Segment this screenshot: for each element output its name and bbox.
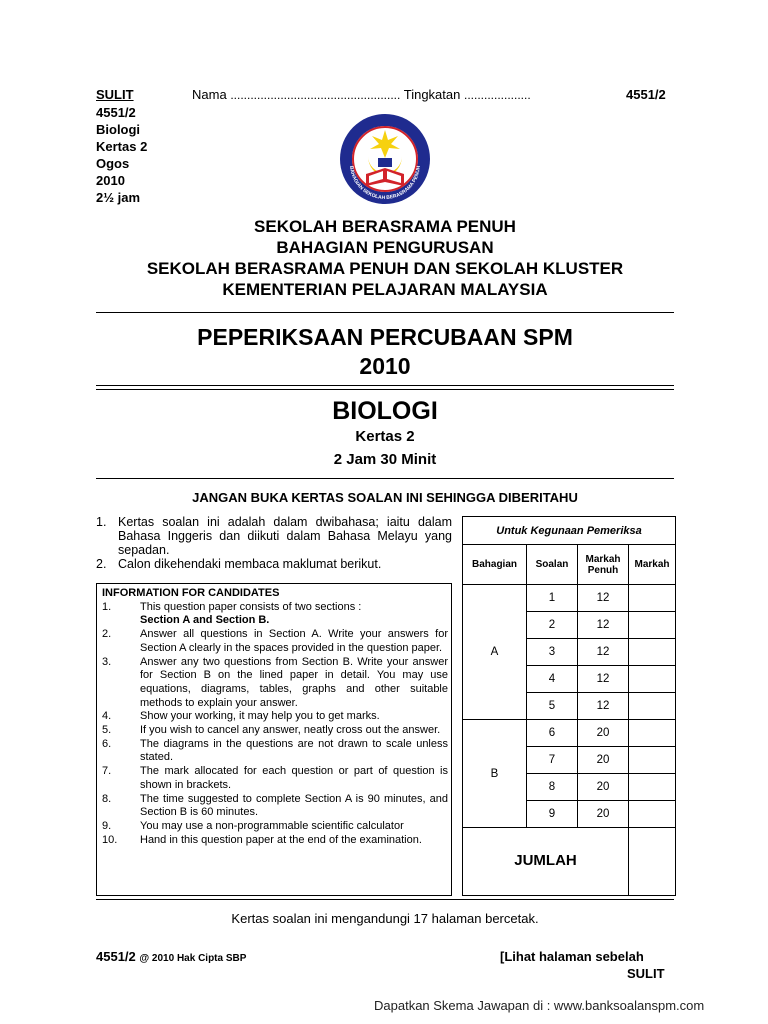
meta-paper: Kertas 2 xyxy=(96,139,148,154)
meta-subject: Biologi xyxy=(96,122,141,137)
penuh-cell: 20 xyxy=(578,720,629,747)
jumlah-cell[interactable] xyxy=(629,828,676,896)
header-soalan: Soalan xyxy=(527,545,578,585)
footer-paper-code: 4551/2 xyxy=(96,949,136,964)
penuh-cell: 12 xyxy=(578,612,629,639)
table-row xyxy=(463,720,676,747)
markah-cell[interactable] xyxy=(629,774,676,801)
info-item xyxy=(102,710,448,724)
info-item xyxy=(102,765,448,792)
info-number: 8. xyxy=(102,792,112,805)
section-b-cell: B xyxy=(463,720,527,828)
soalan-cell: 2 xyxy=(527,612,578,639)
see-next-page: [Lihat halaman sebelah xyxy=(500,949,644,964)
page-count-note: Kertas soalan ini mengandungi 17 halaman bercetak. xyxy=(231,911,539,926)
penuh-cell: 12 xyxy=(578,639,629,666)
soalan-cell: 6 xyxy=(527,720,578,747)
header-markah-penuh: Markah Penuh xyxy=(578,545,629,585)
info-item xyxy=(102,724,448,738)
soalan-cell: 7 xyxy=(527,747,578,774)
instruction-item xyxy=(96,515,452,557)
subject-name: BIOLOGI xyxy=(332,397,438,425)
info-line: This question paper consists of two sections : xyxy=(140,600,362,613)
info-text: Answer any two questions from Section B. Write your answer for Section B on the lined paper in detail. You may use equations, diagrams, tables, graphs and other suitable methods to explain your answer. xyxy=(140,655,448,709)
nama-dots: ................................................... xyxy=(230,88,401,102)
soalan-cell: 5 xyxy=(527,693,578,720)
tingkatan-dots: .................... xyxy=(463,88,531,102)
markah-cell[interactable] xyxy=(629,720,676,747)
penuh-cell: 12 xyxy=(578,693,629,720)
info-text: The mark allocated for each question or part of question is shown in brackets. xyxy=(140,765,448,791)
info-number: 7. xyxy=(102,765,112,778)
markah-cell[interactable] xyxy=(629,801,676,828)
examiner-marks-table xyxy=(462,516,676,896)
divider-bottom xyxy=(96,899,674,900)
org-line-3: SEKOLAH BERASRAMA PENUH DAN SEKOLAH KLUSTER xyxy=(146,259,624,278)
penuh-cell: 12 xyxy=(578,585,629,612)
logo-ring-text: BAHAGIAN SEKOLAH BERASRAMA PENUH xyxy=(348,165,422,202)
markah-cell[interactable] xyxy=(629,639,676,666)
org-line-4: KEMENTERIAN PELAJARAN MALAYSIA xyxy=(222,280,548,299)
sbp-logo xyxy=(338,112,432,206)
info-text: If you wish to cancel any answer, neatly cross out the answer. xyxy=(140,724,441,737)
marks-table-title: Untuk Kegunaan Pemeriksa xyxy=(463,517,676,545)
meta-code: 4551/2 xyxy=(96,105,136,120)
penuh-cell: 12 xyxy=(578,666,629,693)
info-line: Section A and Section B. xyxy=(140,614,270,627)
divider-top xyxy=(96,312,674,313)
meta-month: Ogos xyxy=(96,156,130,171)
soalan-cell: 4 xyxy=(527,666,578,693)
info-text: Answer all questions in Section A. Write your answers for Section A clearly in the spaces provided in the question paper. xyxy=(140,628,448,654)
sulit-label: SULIT xyxy=(96,87,134,102)
soalan-cell: 1 xyxy=(527,585,578,612)
info-text: You may use a non-programmable scientific calculator xyxy=(140,819,404,832)
markah-cell[interactable] xyxy=(629,585,676,612)
subject-paper: Kertas 2 xyxy=(355,428,415,445)
info-item xyxy=(102,601,448,628)
divider-double-1 xyxy=(96,385,674,386)
info-number: 1. xyxy=(102,600,112,613)
divider-mid xyxy=(96,478,674,479)
info-number: 6. xyxy=(102,737,112,750)
info-item xyxy=(102,628,448,655)
divider-double-2 xyxy=(96,389,674,390)
info-number: 5. xyxy=(102,724,112,737)
instructions-malay xyxy=(96,515,452,571)
header-bahagian: Bahagian xyxy=(463,545,527,585)
info-item xyxy=(102,656,448,711)
instruction-number: 1. xyxy=(96,515,107,529)
info-item xyxy=(102,793,448,820)
info-number: 4. xyxy=(102,710,112,723)
info-text xyxy=(140,601,448,628)
markah-cell[interactable] xyxy=(629,666,676,693)
nama-label: Nama xyxy=(192,87,227,102)
info-text: The time suggested to complete Section A is 90 minutes, and Section B is 60 minutes. xyxy=(140,792,448,819)
tingkatan-label: Tingkatan xyxy=(403,87,461,102)
footer-code xyxy=(96,949,246,964)
instruction-text: Kertas soalan ini adalah dalam dwibahasa; iaitu dalam Bahasa Inggeris dan diikuti dalam Bahasa Melayu yang sepadan. xyxy=(118,515,452,557)
organisation-heading xyxy=(96,216,674,300)
info-item xyxy=(102,834,448,848)
instruction-item xyxy=(96,557,452,571)
header-markah: Markah xyxy=(629,545,676,585)
meta-year: 2010 xyxy=(96,173,125,188)
info-title: INFORMATION FOR CANDIDATES xyxy=(102,587,280,599)
org-line-1: SEKOLAH BERASRAMA PENUH xyxy=(254,217,516,236)
soalan-cell: 3 xyxy=(527,639,578,666)
markah-cell[interactable] xyxy=(629,747,676,774)
website-note: Dapatkan Skema Jawapan di : www.banksoalanspm.com xyxy=(374,998,705,1013)
meta-duration: 2½ jam xyxy=(96,190,141,205)
info-number: 9. xyxy=(102,819,112,832)
penuh-cell: 20 xyxy=(578,747,629,774)
soalan-cell: 9 xyxy=(527,801,578,828)
info-number: 10. xyxy=(102,833,118,846)
instruction-number: 2. xyxy=(96,557,107,571)
soalan-cell: 8 xyxy=(527,774,578,801)
info-text: Show your working, it may help you to get marks. xyxy=(140,710,380,723)
paper-code-right: 4551/2 xyxy=(626,87,666,102)
info-number: 2. xyxy=(102,628,112,641)
footer-copyright: @ 2010 Hak Cipta SBP xyxy=(139,953,247,964)
penuh-cell: 20 xyxy=(578,801,629,828)
info-item xyxy=(102,820,448,834)
name-field-line xyxy=(192,87,531,102)
information-for-candidates xyxy=(96,583,452,896)
table-row xyxy=(463,585,676,612)
footer-sulit: SULIT xyxy=(627,966,665,981)
section-a-cell: A xyxy=(463,585,527,720)
penuh-cell: 20 xyxy=(578,774,629,801)
info-text: Hand in this question paper at the end of the examination. xyxy=(140,833,422,846)
markah-cell[interactable] xyxy=(629,612,676,639)
instruction-text: Calon dikehendaki membaca maklumat berikut. xyxy=(118,557,382,571)
org-line-2: BAHAGIAN PENGURUSAN xyxy=(276,238,494,257)
exam-year: 2010 xyxy=(359,353,411,379)
markah-cell[interactable] xyxy=(629,693,676,720)
subject-duration: 2 Jam 30 Minit xyxy=(333,451,437,468)
info-text: The diagrams in the questions are not drawn to scale unless stated. xyxy=(140,737,448,764)
exam-title: PEPERIKSAAN PERCUBAAN SPM xyxy=(197,324,573,350)
info-number: 3. xyxy=(102,655,112,668)
do-not-open-warning: JANGAN BUKA KERTAS SOALAN INI SEHINGGA DIBERITAHU xyxy=(192,490,578,505)
info-item xyxy=(102,738,448,765)
paper-meta xyxy=(96,104,147,206)
jumlah-label: JUMLAH xyxy=(463,828,629,896)
